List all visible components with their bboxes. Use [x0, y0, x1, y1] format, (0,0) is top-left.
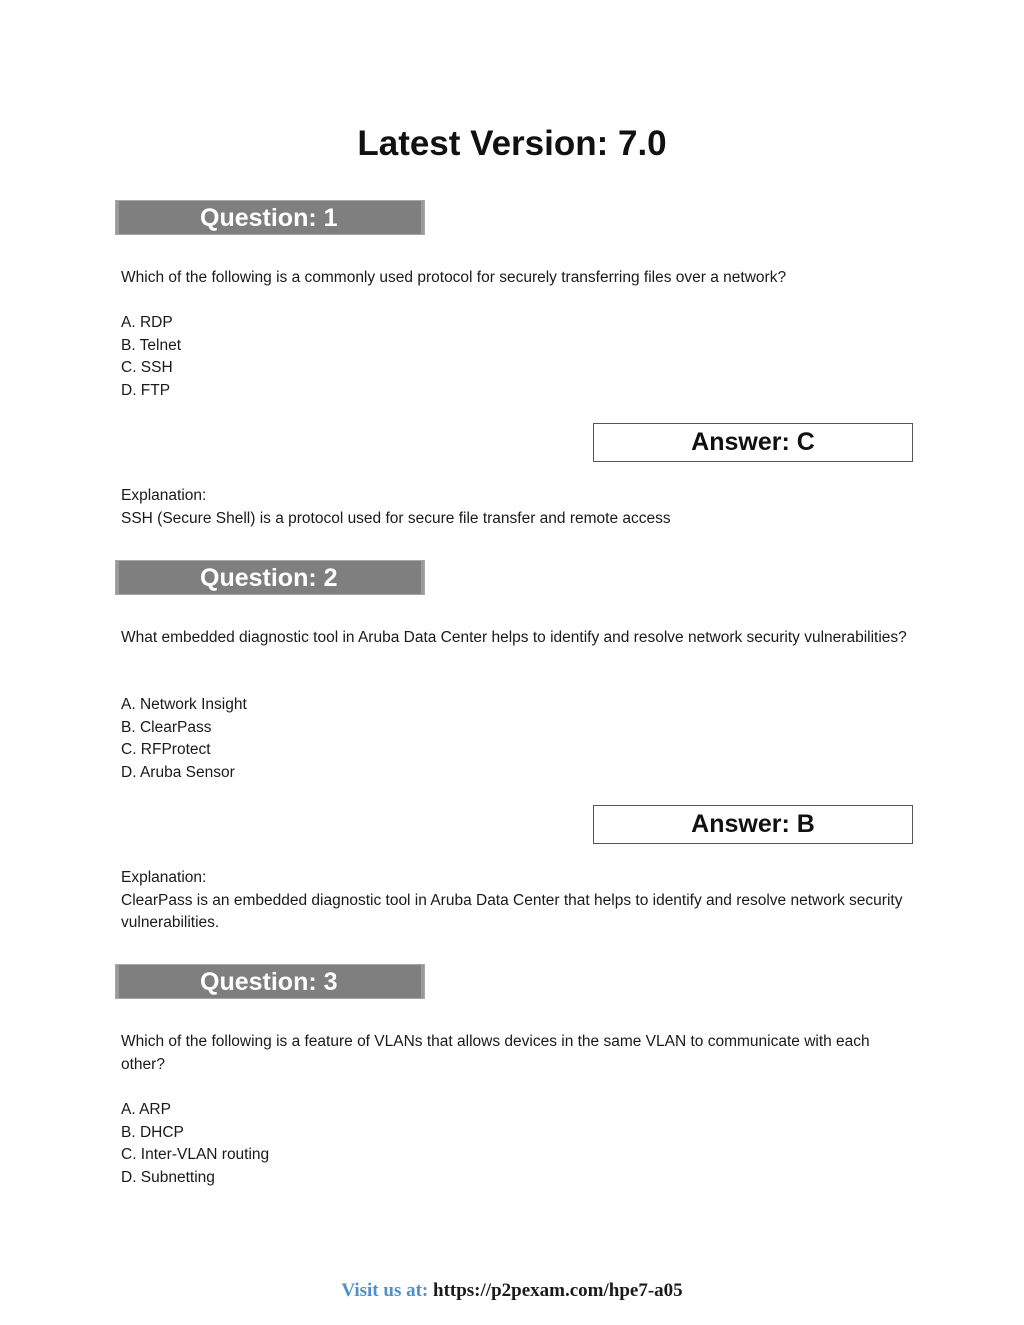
question-3-header: Question: 3 — [115, 964, 425, 999]
question-3-options — [121, 1099, 911, 1189]
option-b: B. Telnet — [121, 336, 182, 354]
option-c: C. RFProtect — [121, 741, 211, 758]
footer-visit-label: Visit us at: — [341, 1280, 429, 1301]
option-a: A. ARP — [121, 1101, 171, 1118]
question-2-answer: Answer: B — [593, 805, 913, 844]
question-2-explanation — [121, 867, 911, 935]
option-c: C. SSH — [121, 359, 173, 376]
option-d: D. Aruba Sensor — [121, 763, 235, 781]
option-a: A. RDP — [121, 314, 173, 331]
option-c: C. Inter-VLAN routing — [121, 1146, 270, 1163]
question-1-text: Which of the following is a commonly used protocol for securely transferring files over a network? — [121, 269, 787, 286]
footer — [0, 1280, 1024, 1302]
page-title: Latest Version: 7.0 — [357, 124, 667, 163]
question-1-explanation — [121, 485, 911, 530]
option-b: B. ClearPass — [121, 718, 212, 736]
footer-url-link[interactable]: https://p2pexam.com/hpe7-a05 — [433, 1280, 683, 1301]
option-b: B. DHCP — [121, 1123, 184, 1141]
question-2-options — [121, 694, 911, 784]
question-1-options — [121, 312, 911, 402]
question-3-text: Which of the following is a feature of VLANs that allows devices in the same VLAN to communicate with each other? — [121, 1033, 870, 1073]
question-1-header: Question: 1 — [115, 200, 425, 235]
question-1-answer: Answer: C — [593, 423, 913, 462]
explanation-label: Explanation: — [121, 487, 207, 504]
explanation-text: ClearPass is an embedded diagnostic tool in Aruba Data Center that helps to identify and resolve network security vulnerabilities. — [121, 891, 903, 931]
explanation-text: SSH (Secure Shell) is a protocol used for secure file transfer and remote access — [121, 509, 671, 527]
option-d: D. Subnetting — [121, 1168, 215, 1186]
question-2-text: What embedded diagnostic tool in Aruba Data Center helps to identify and resolve network security vulnerabilities? — [121, 629, 907, 646]
explanation-label: Explanation: — [121, 869, 207, 886]
option-a: A. Network Insight — [121, 696, 247, 713]
question-2-header: Question: 2 — [115, 560, 425, 595]
option-d: D. FTP — [121, 381, 171, 399]
